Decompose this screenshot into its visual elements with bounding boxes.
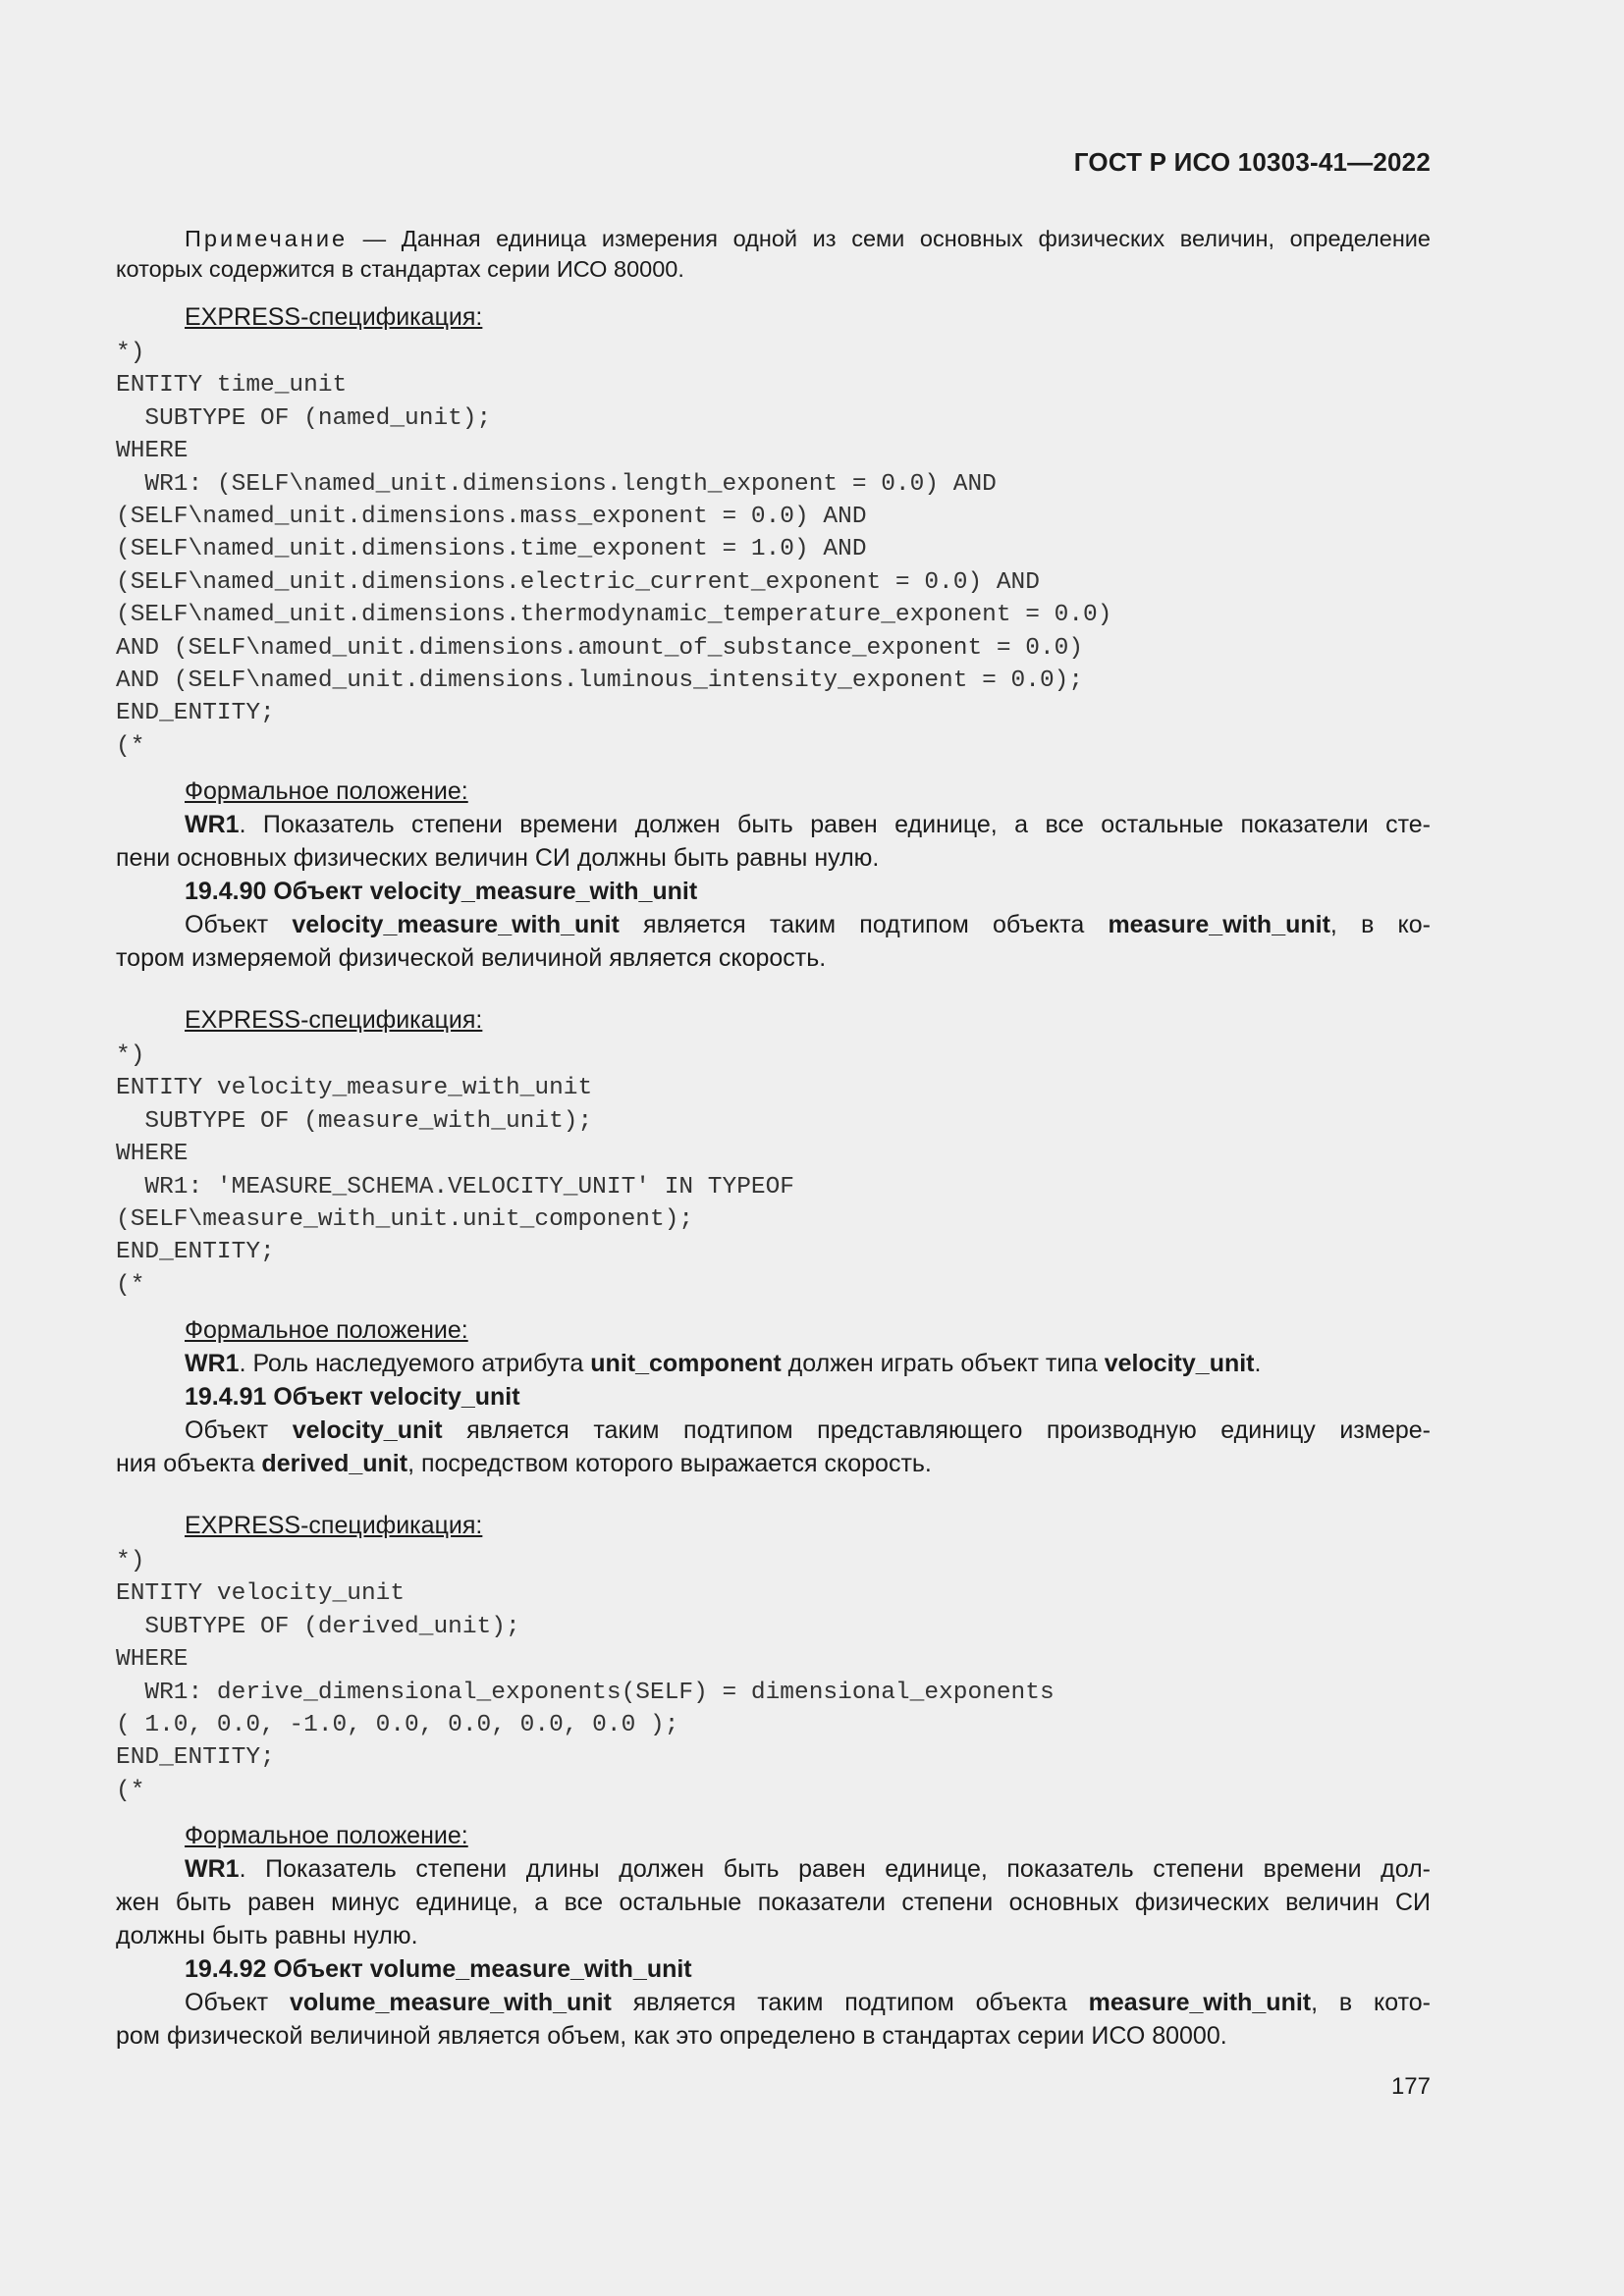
- formal-section-3: [116, 1819, 1431, 2053]
- note-line-2: которых содержится в стандартах серии ИСО 80000.: [116, 256, 684, 282]
- code-block-2: [116, 1040, 1431, 1302]
- formal-label: Формальное положение:: [185, 1822, 468, 1849]
- formal-section-2: [116, 1313, 1431, 1480]
- express-label: EXPRESS-спецификация:: [185, 303, 483, 331]
- section-text-line-2: ния объекта derived_unit, посредством которого выражается скорость.: [116, 1450, 932, 1477]
- document-header: ГОСТ Р ИСО 10303-41—2022: [1073, 147, 1431, 177]
- code-block-1: [116, 337, 1431, 763]
- page-number: 177: [1390, 2073, 1431, 2100]
- section-heading: 19.4.92 Объект volume_measure_with_unit: [185, 1955, 692, 1983]
- section-heading: 19.4.90 Объект velocity_measure_with_unit: [185, 878, 698, 905]
- note-line-1: Примечание — Данная единица измерения одной из семи основных физических величин, определение: [185, 226, 1431, 251]
- section-text-line-1: Объект velocity_unit является таким подтипом представляющего производную единицу измере-: [185, 1416, 1431, 1444]
- rule-text-line-1: WR1. Показатель степени времени должен быть равен единице, а все остальные показатели сте-: [185, 811, 1431, 838]
- express-label: EXPRESS-спецификация:: [185, 1512, 483, 1539]
- section-text-line-2: ром физической величиной является объем, как это определено в стандартах серии ИСО 80000.: [116, 2022, 1227, 2050]
- express-code: *) ENTITY time_unit SUBTYPE OF (named_unit); WHERE WR1: (SELF\named_unit.dimensions.length_exponent = 0.0) AND (SELF\named_unit.dimensions.mass_exponent = 0.0) AND (SELF\named_unit.dimensions.time_exponent = 1.0) AND (SELF\named_unit.dimensions.electric_current_exponent = 0.0) AND (SELF\named_unit.dimensions.thermodynamic_temperature_exponent = 0.0) AND (SELF\named_unit.dimensions.amount_of_substance_exponent = 0.0) AND (SELF\named_unit.dimensions.luminous_intensity_exponent = 0.0); END_ENTITY; (*: [116, 340, 1112, 760]
- section-text-line-2: тором измеряемой физической величиной является скорость.: [116, 944, 827, 972]
- section-text-line-1: Объект volume_measure_with_unit является таким подтипом объекта measure_with_unit, в кото-: [185, 1989, 1431, 2016]
- express-code: *) ENTITY velocity_measure_with_unit SUBTYPE OF (measure_with_unit); WHERE WR1: 'MEASURE_SCHEMA.VELOCITY_UNIT' IN TYPEOF (SELF\measure_with_unit.unit_component); END_ENTITY; (*: [116, 1042, 795, 1299]
- note-label: Примечание: [185, 226, 349, 251]
- express-section-3: [116, 1509, 1431, 1542]
- rule-text-line-1: WR1. Роль наследуемого атрибута unit_component должен играть объект типа velocity_unit.: [185, 1350, 1262, 1377]
- note-block: [116, 224, 1431, 285]
- express-section-2: [116, 1003, 1431, 1037]
- section-text-line-1: Объект velocity_measure_with_unit является таким подтипом объекта measure_with_unit, в ко-: [185, 911, 1432, 938]
- formal-label: Формальное положение:: [185, 1316, 468, 1344]
- express-code: *) ENTITY velocity_unit SUBTYPE OF (derived_unit); WHERE WR1: derive_dimensional_exponents(SELF) = dimensional_exponents ( 1.0, 0.0, -1.0, 0.0, 0.0, 0.0, 0.0 ); END_ENTITY; (*: [116, 1548, 1055, 1804]
- rule-text-line-2: жен быть равен минус единице, а все остальные показатели степени основных физических величин СИ: [116, 1889, 1431, 1916]
- formal-section-1: [116, 774, 1431, 975]
- rule-text-line-1: WR1. Показатель степени длины должен быть равен единице, показатель степени времени дол-: [185, 1855, 1431, 1883]
- rule-text-line-2: пени основных физических величин СИ должны быть равны нулю.: [116, 844, 880, 872]
- code-block-3: [116, 1545, 1431, 1807]
- express-label: EXPRESS-спецификация:: [185, 1006, 483, 1034]
- section-heading: 19.4.91 Объект velocity_unit: [185, 1383, 520, 1411]
- express-section-1: [116, 300, 1431, 334]
- rule-text-line-3: должны быть равны нулю.: [116, 1922, 418, 1949]
- formal-label: Формальное положение:: [185, 777, 468, 805]
